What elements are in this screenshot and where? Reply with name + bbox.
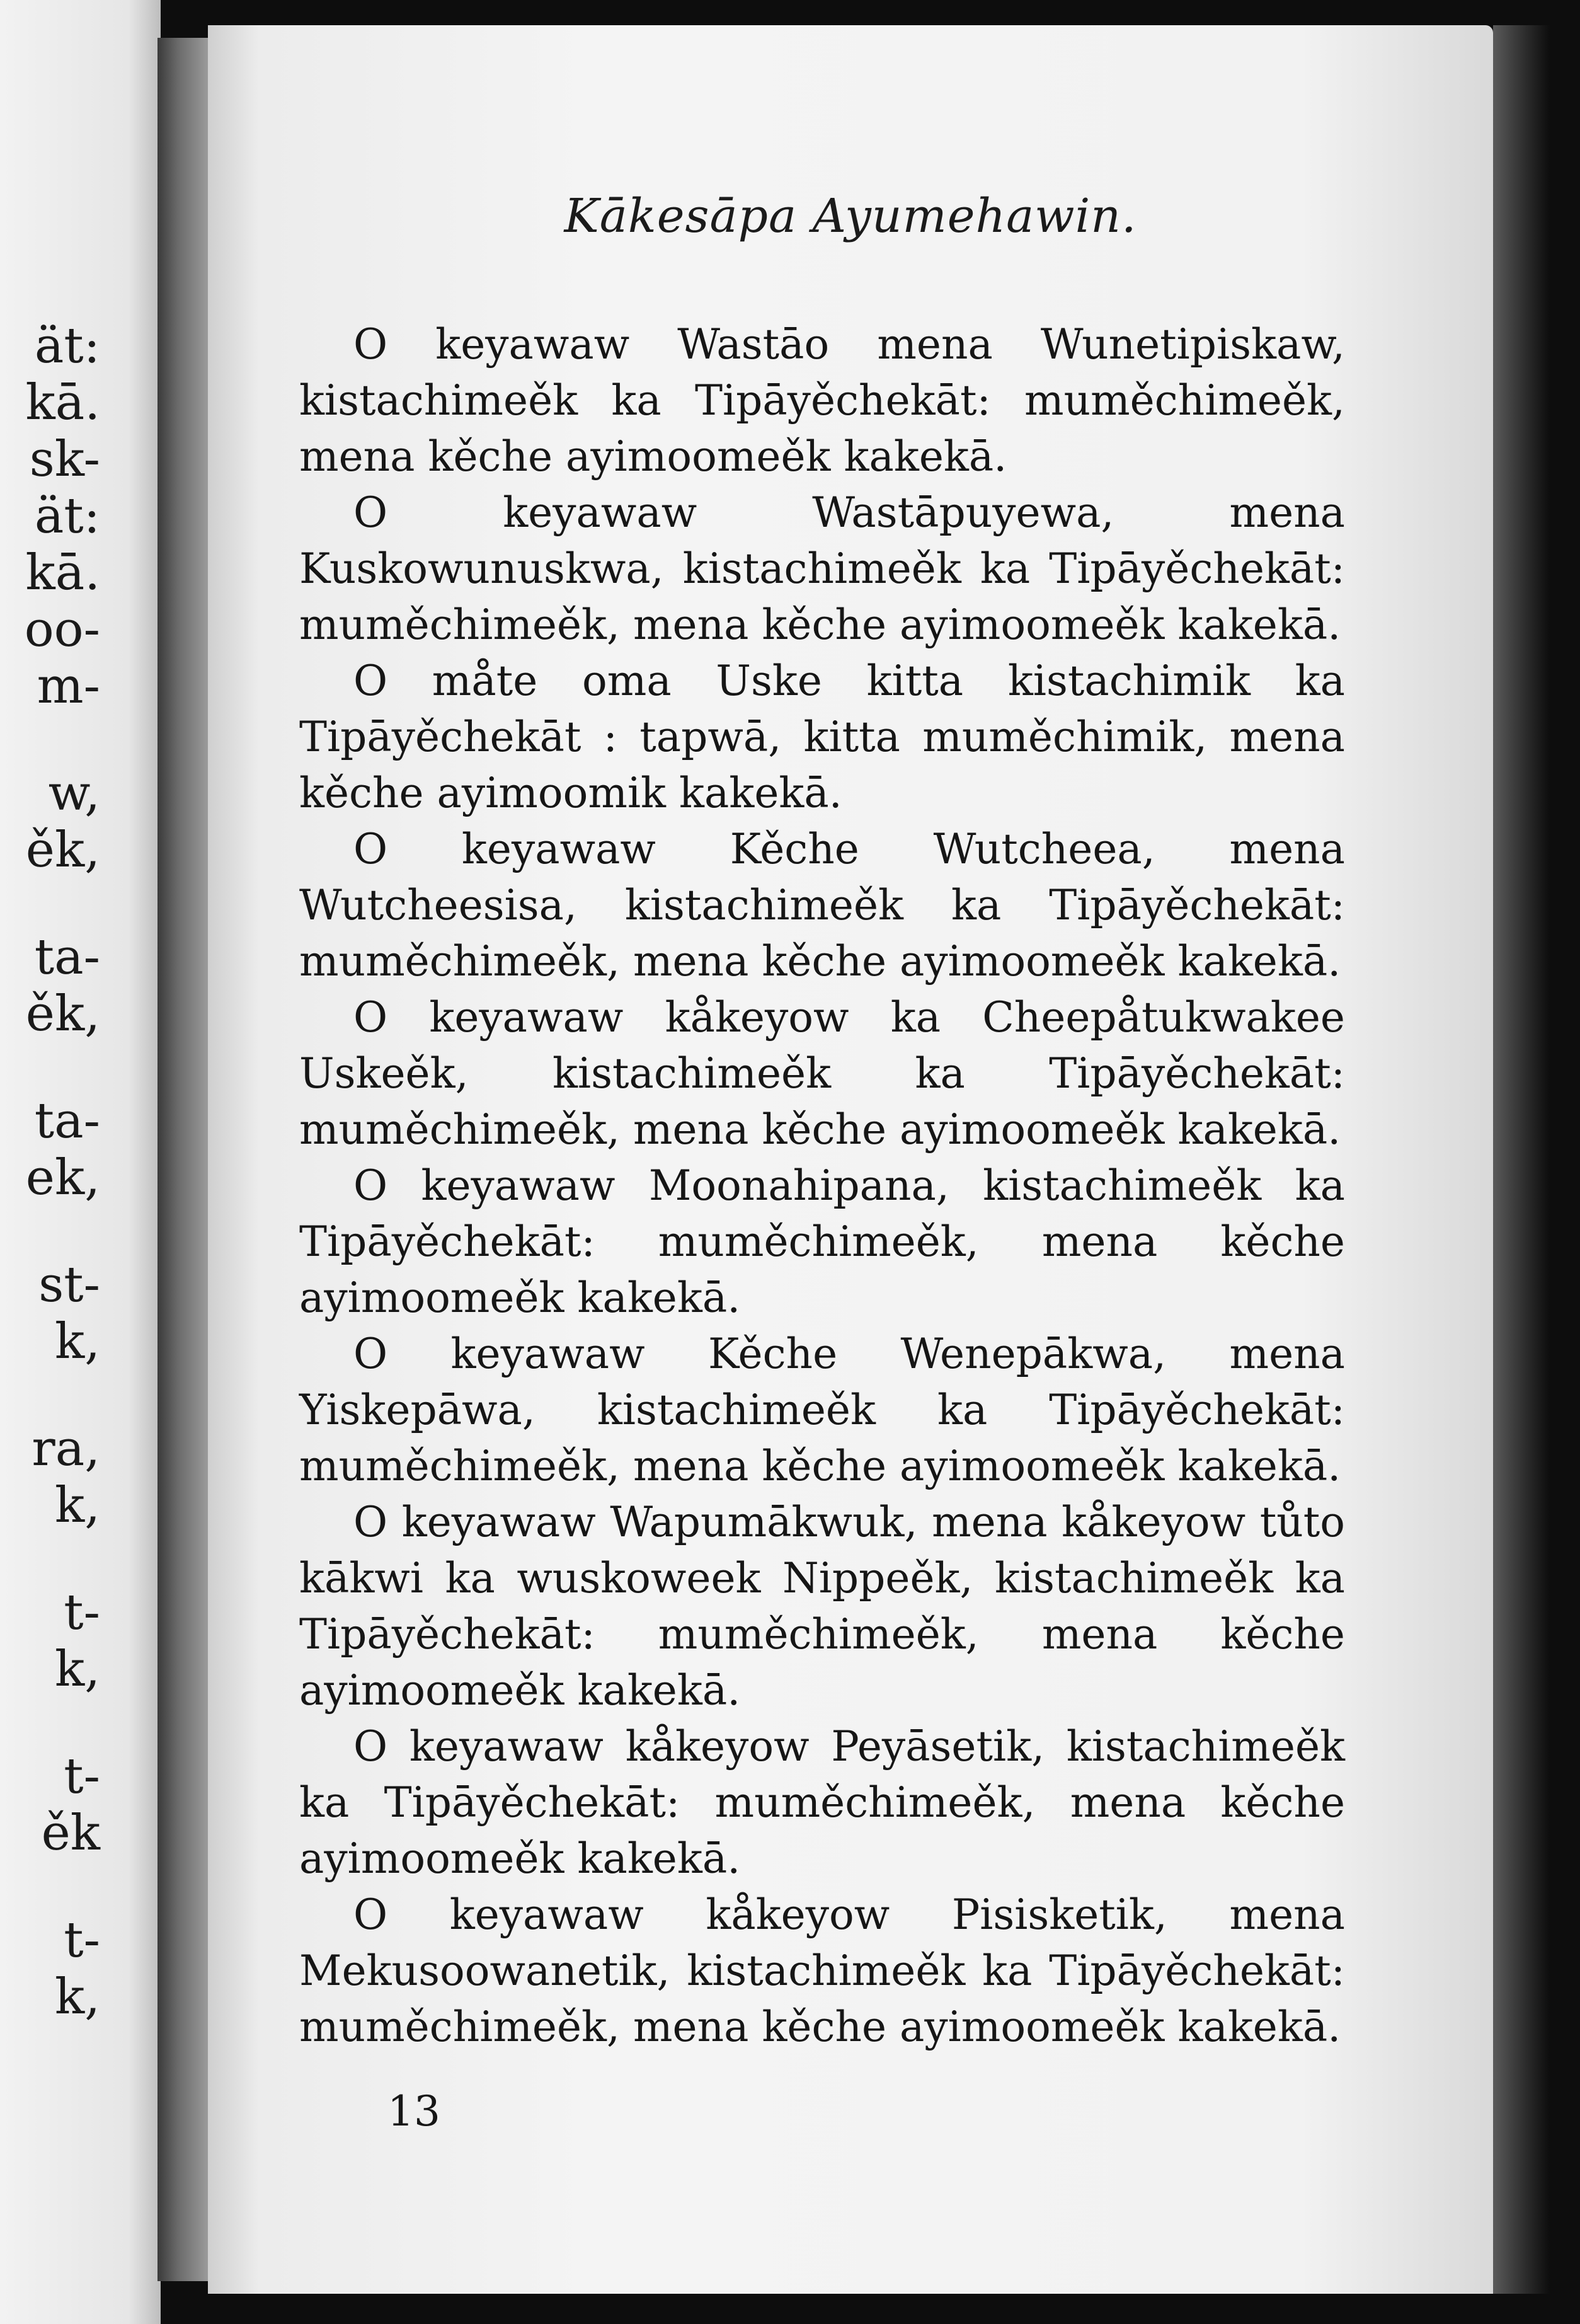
book-gutter-shadow — [157, 38, 208, 2281]
running-title: Kākesāpa Ayumehawin. — [564, 189, 1137, 243]
litany-paragraph: O keyawaw kåkeyow ka Cheepåtukwakee Uskeěk, kistachimeěk ka Tipāyěchekāt: muměchimeěk, mena kěche ayimoomeěk kakekā. — [299, 993, 1345, 1154]
left-page-fragment: k, — [54, 1969, 100, 2025]
litany-paragraph: O keyawaw kåkeyow Pisisketik, mena Mekusoowanetik, kistachimeěk ka Tipāyěchekāt: muměchimeěk, mena kěche ayimoomeěk kakekā. — [299, 1890, 1345, 2051]
left-page-fragment: st- — [38, 1257, 100, 1313]
left-page-fragment: ät: — [34, 318, 100, 374]
litany-paragraph: O keyawaw kåkeyow Peyāsetik, kistachimeěk ka Tipāyěchekāt: muměchimeěk, mena kěche ayimoomeěk kakekā. — [299, 1722, 1345, 1883]
litany-paragraph: O keyawaw Kěche Wutcheea, mena Wutcheesisa, kistachimeěk ka Tipāyěchekāt: muměchimeěk, mena kěche ayimoomeěk kakekā. — [299, 825, 1345, 986]
left-page-fragment: ta- — [34, 1093, 100, 1149]
signature-mark: 13 — [387, 2087, 440, 2136]
left-page-fragment: ěk, — [25, 986, 100, 1042]
left-page-fragment: sk- — [29, 431, 100, 488]
left-page-fragment: k, — [54, 1477, 100, 1534]
left-page-fragment: ta- — [34, 929, 100, 986]
left-page-fragment: ät: — [34, 488, 100, 544]
left-page-fragment: m- — [37, 658, 100, 715]
left-page-fragment: w, — [48, 765, 100, 822]
litany-paragraph: O keyawaw Kěche Wenepākwa, mena Yiskepāwa, kistachimeěk ka Tipāyěchekāt: muměchimeěk, mena kěche ayimoomeěk kakekā. — [299, 1330, 1345, 1490]
left-page-fragment: ra, — [31, 1420, 100, 1477]
page-body-text — [299, 316, 1345, 2055]
left-page-fragment: t- — [64, 1912, 100, 1969]
left-page-fragment: k, — [54, 1641, 100, 1698]
left-page-fragment: oo- — [24, 601, 100, 658]
litany-paragraph: O keyawaw Wapumākwuk, mena kåkeyow tůto kākwi ka wuskoweek Nippeěk, kistachimeěk ka Tipāyěchekāt: muměchimeěk, mena kěche ayimoomeěk kakekā. — [299, 1498, 1345, 1715]
left-page-fragment: t- — [64, 1584, 100, 1641]
left-page-fragment: kā. — [25, 544, 100, 601]
left-page-fragment: ěk — [41, 1805, 100, 1861]
left-page-fragment: ěk, — [25, 822, 100, 878]
left-facing-page — [0, 0, 161, 2324]
left-page-fragment: ek, — [25, 1149, 100, 1206]
page-edge-shadow — [1493, 25, 1550, 2294]
litany-paragraph: O keyawaw Moonahipana, kistachimeěk ka Tipāyěchekāt: muměchimeěk, mena kěche ayimoomeěk kakekā. — [299, 1161, 1345, 1322]
left-page-fragment: t- — [64, 1748, 100, 1805]
left-page-fragment: kā. — [25, 374, 100, 431]
litany-paragraph: O måte oma Uske kitta kistachimik ka Tipāyěchekāt : tapwā, kitta muměchimik, mena kěche ayimoomik kakekā. — [299, 657, 1345, 817]
left-page-fragment: k, — [54, 1313, 100, 1370]
litany-paragraph: O keyawaw Wastāo mena Wunetipiskaw, kistachimeěk ka Tipāyěchekāt: muměchimeěk, mena kěche ayimoomeěk kakekā. — [299, 320, 1345, 481]
litany-paragraph: O keyawaw Wastāpuyewa, mena Kuskowunuskwa, kistachimeěk ka Tipāyěchekāt: muměchimeěk, mena kěche ayimoomeěk kakekā. — [299, 488, 1345, 649]
